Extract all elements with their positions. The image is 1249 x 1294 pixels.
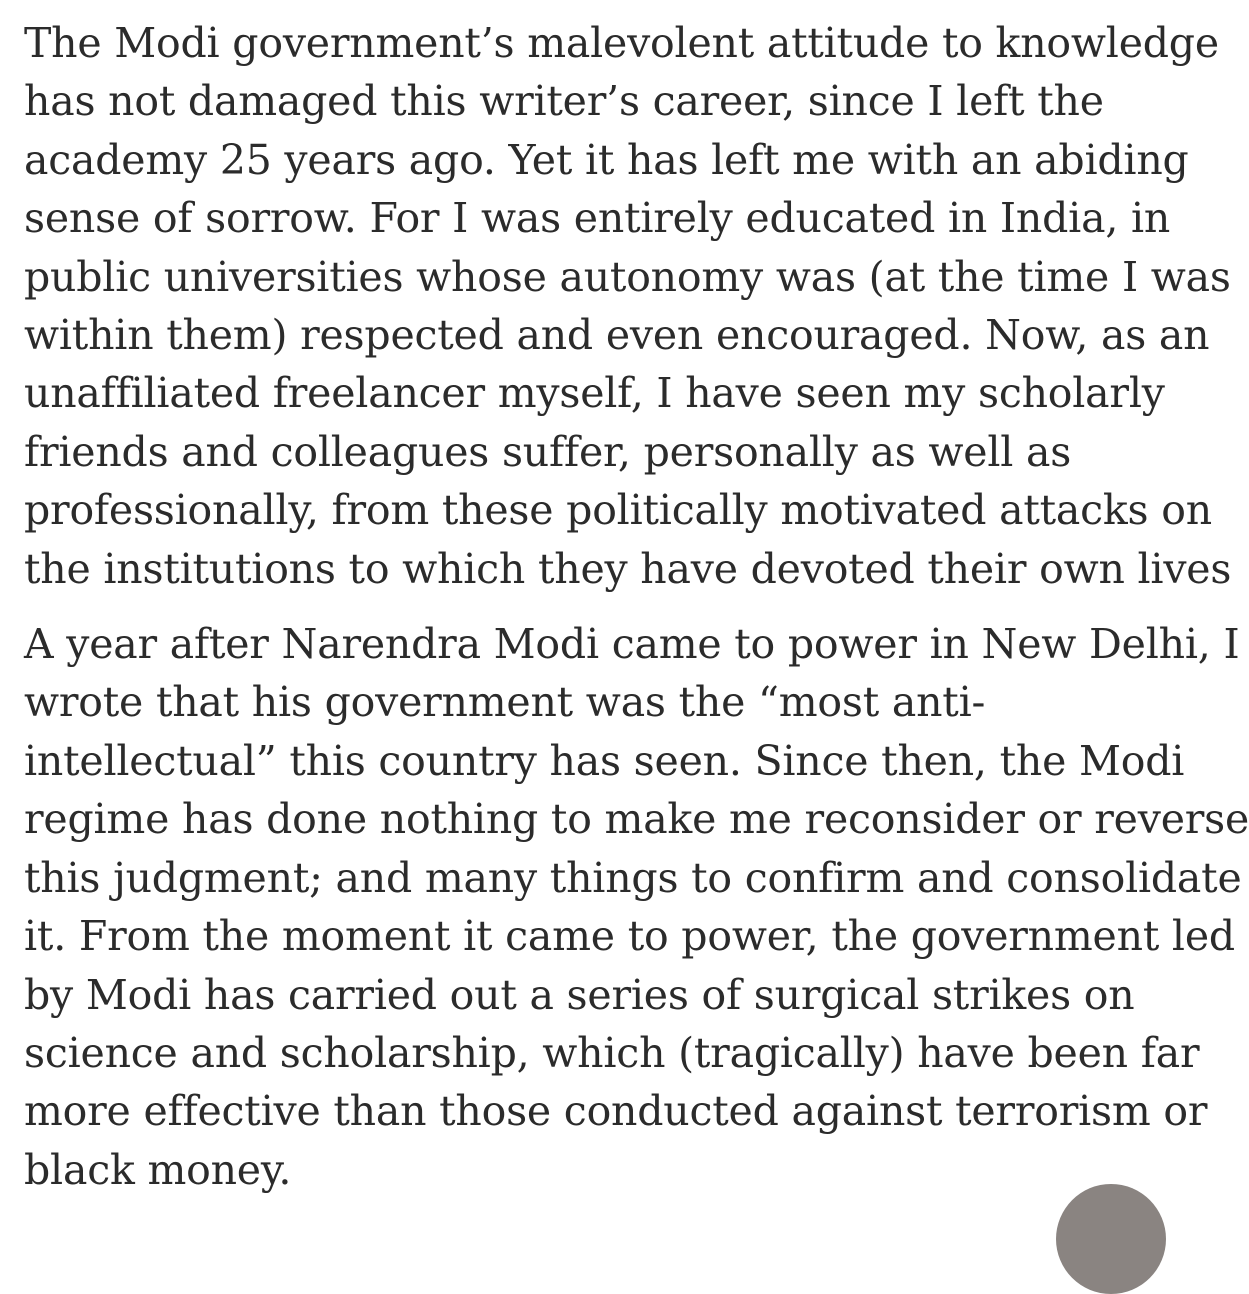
text-line: by Modi has carried out a series of surgical strikes on bbox=[24, 970, 1135, 1019]
article-paragraph-2 bbox=[24, 615, 1249, 1199]
text-line: friends and colleagues suffer, personally as well as bbox=[24, 427, 1072, 476]
text-line: it. From the moment it came to power, the government led bbox=[24, 912, 1235, 961]
text-line: regime has done nothing to make me reconsider or reverse bbox=[24, 795, 1249, 844]
text-line: science and scholarship, which (tragically) have been far bbox=[24, 1028, 1200, 1077]
text-line: has not damaged this writer’s career, since I left the bbox=[24, 77, 1104, 126]
text-line: professionally, from these politically motivated attacks on bbox=[24, 486, 1212, 535]
text-line: intellectual” this country has seen. Since then, the Modi bbox=[24, 736, 1185, 785]
text-line: unaffiliated freelancer myself, I have seen my scholarly bbox=[24, 369, 1165, 418]
text-line: public universities whose autonomy was (at the time I was bbox=[24, 252, 1231, 301]
text-line: A year after Narendra Modi came to power in New Delhi, I bbox=[24, 620, 1240, 669]
floating-action-button[interactable] bbox=[1056, 1184, 1166, 1294]
text-line: academy 25 years ago. Yet it has left me with an abiding bbox=[24, 135, 1189, 184]
text-line: the institutions to which they have devoted their own lives bbox=[24, 544, 1232, 593]
text-line: this judgment; and many things to confirm and consolidate bbox=[24, 853, 1242, 902]
article-paragraph-1 bbox=[24, 14, 1232, 598]
text-line: The Modi government’s malevolent attitude to knowledge bbox=[24, 19, 1219, 67]
text-line: sense of sorrow. For I was entirely educated in India, in bbox=[24, 194, 1171, 243]
text-line: more effective than those conducted against terrorism or bbox=[24, 1087, 1208, 1136]
article-body bbox=[24, 14, 1249, 1199]
text-line: wrote that his government was the “most anti- bbox=[24, 678, 986, 727]
text-line: black money. bbox=[24, 1145, 292, 1194]
text-line: within them) respected and even encouraged. Now, as an bbox=[24, 311, 1210, 360]
